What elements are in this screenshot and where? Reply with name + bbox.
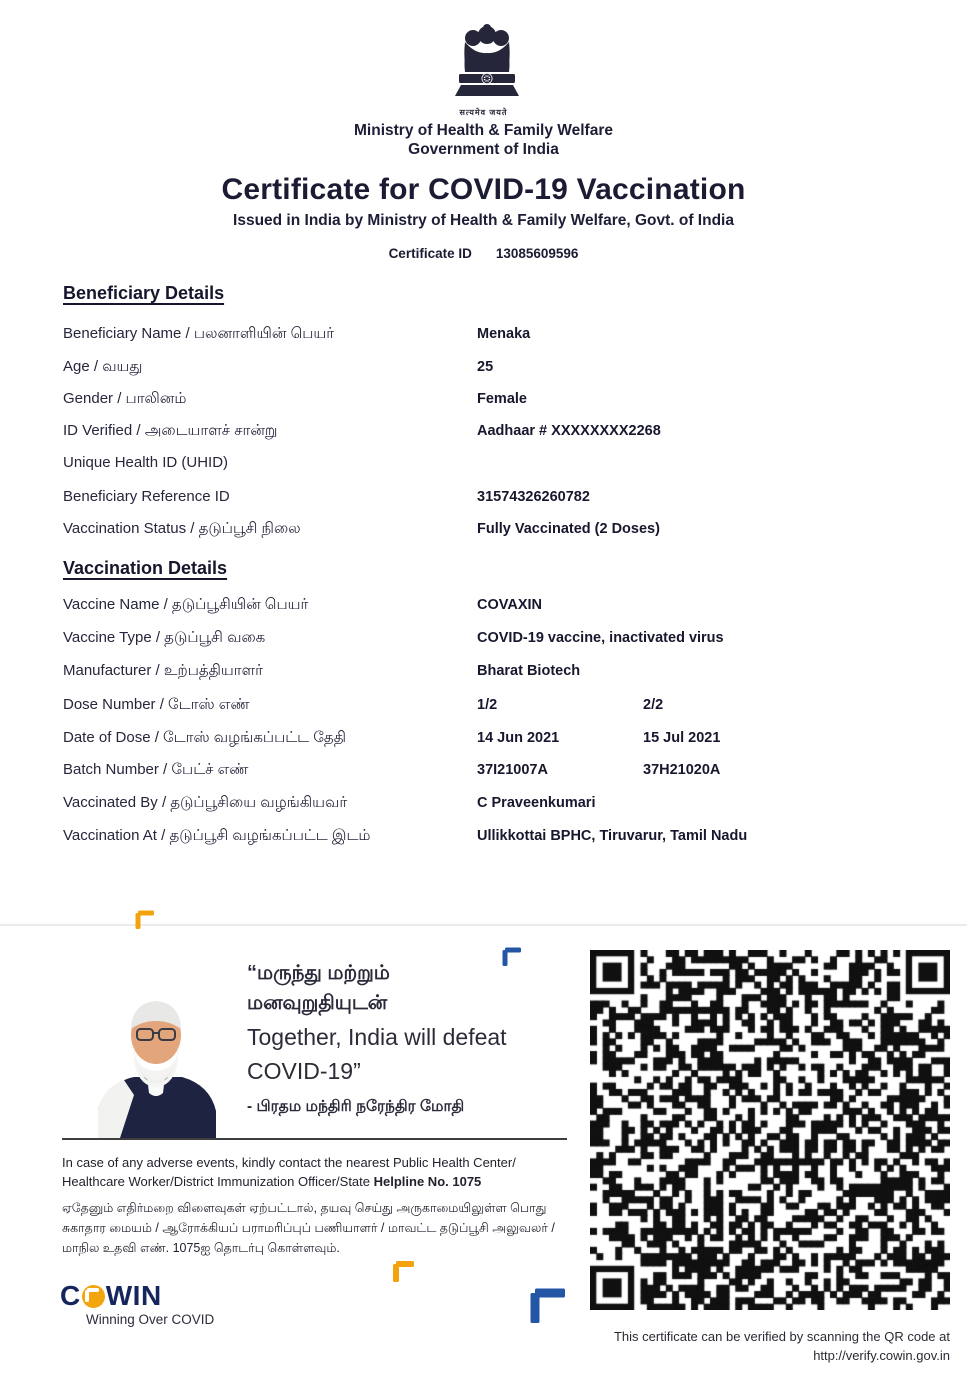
row-label: Vaccine Type / தடுப்பூசி வகை <box>63 629 266 646</box>
row-value: Fully Vaccinated (2 Doses) <box>477 521 660 537</box>
row-value: COVAXIN <box>477 597 542 613</box>
row-value-dose2: 37H21020A <box>643 762 721 778</box>
row-value: 1/2 <box>477 697 498 713</box>
beneficiary-details-heading: Beneficiary Details <box>63 283 225 303</box>
row-value: Female <box>477 391 527 407</box>
ministry-title: Ministry of Health & Family Welfare <box>354 122 613 139</box>
verify-text: This certificate can be verified by scanning the QR code at <box>613 1329 950 1344</box>
row-label: Vaccination Status / தடுப்பூசி நிலை <box>63 520 301 537</box>
advisory-tamil: ஏதேனும் எதிர்மறை விளைவுகள் ஏற்பட்டால், தயவு செய்து அருகாமையிலுள்ள பொது சுகாதார மையம் / ஆரோக்கியப் பராமரிப்புப் பணியாளர் / மாவட்ட தடுப்பூசி அலுவலர் / மாநில உதவி எண். 1075ஐ தொடர்பு கொள்ளவும். <box>62 1201 555 1255</box>
row-label: Vaccine Name / தடுப்பூசியின் பெயர் <box>63 596 309 613</box>
vaccination-details-heading: Vaccination Details <box>63 558 228 578</box>
verify-url: http://verify.cowin.gov.in <box>813 1347 950 1363</box>
row-label: Batch Number / பேட்ச் எண் <box>63 761 249 778</box>
certificate-id <box>0 246 967 261</box>
cowin-logo-c: C <box>60 1280 81 1311</box>
advisory-english <box>62 1154 574 1192</box>
row-value: Aadhaar # XXXXXXXX2268 <box>477 423 661 439</box>
row-label: Beneficiary Name / பலனாளியின் பெயர் <box>63 325 335 342</box>
quote-attribution: - பிரதம மந்திரி நரேந்திர மோதி <box>247 1098 465 1115</box>
row-value: 25 <box>477 359 494 375</box>
quote-tamil-line1: “மருந்து மற்றும் <box>247 962 390 984</box>
row-label: Gender / பாலினம் <box>63 390 187 407</box>
certificate-id-label: Certificate ID <box>388 246 472 261</box>
row-value: COVID-19 vaccine, inactivated virus <box>477 630 724 646</box>
row-label: Vaccination At / தடுப்பூசி வழங்கப்பட்ட இடம் <box>63 827 371 844</box>
row-value: Bharat Biotech <box>477 663 581 679</box>
cowin-logo-o-icon <box>82 1285 105 1308</box>
row-value-dose2: 15 Jul 2021 <box>643 730 721 746</box>
india-emblem-icon <box>451 20 523 106</box>
divider <box>0 924 967 926</box>
government-title: Government of India <box>408 141 559 158</box>
quote-english-line1: Together, India will defeat <box>247 1024 507 1050</box>
row-label: Unique Health ID (UHID) <box>63 454 229 471</box>
emblem-motto: सत्यमेव जयते <box>459 108 508 117</box>
cowin-logo <box>60 1280 162 1312</box>
row-value: 14 Jun 2021 <box>477 730 560 746</box>
row-label: ID Verified / அடையாளச் சான்று <box>63 422 278 439</box>
row-value: C Praveenkumari <box>477 795 596 811</box>
row-value: 31574326260782 <box>477 489 590 505</box>
row-label: Vaccinated By / தடுப்பூசியை வழங்கியவர் <box>63 794 348 811</box>
row-value: Menaka <box>477 326 531 342</box>
cowin-tagline: Winning Over COVID <box>86 1312 215 1327</box>
row-label: Age / வயது <box>63 358 143 375</box>
certificate-subtitle: Issued in India by Ministry of Health & Family Welfare, Govt. of India <box>233 212 734 229</box>
row-value: Ullikkottai BPHC, Tiruvarur, Tamil Nadu <box>477 828 748 844</box>
qr-code <box>590 950 950 1310</box>
certificate-title: Certificate for COVID-19 Vaccination <box>221 173 746 206</box>
pm-portrait <box>90 985 222 1138</box>
row-value: 37I21007A <box>477 762 548 778</box>
divider <box>62 1138 567 1140</box>
cowin-logo-win: WIN <box>105 1280 162 1311</box>
row-label: Dose Number / டோஸ் எண் <box>63 696 250 713</box>
row-label: Manufacturer / உற்பத்தியாளர் <box>63 662 263 679</box>
advisory-english-text: In case of any adverse events, kindly contact the nearest Public Health Center/ Healthcare Worker/District Immunization Officer/State <box>62 1155 516 1189</box>
helpline-number: Helpline No. 1075 <box>373 1173 482 1189</box>
row-value-dose2: 2/2 <box>643 697 664 713</box>
quote-tamil-line2: மனவுறுதியுடன் <box>247 992 388 1014</box>
row-label: Date of Dose / டோஸ் வழங்கப்பட்ட தேதி <box>63 729 346 746</box>
verify-note <box>520 1328 950 1366</box>
row-label: Beneficiary Reference ID <box>63 488 230 505</box>
certificate-id-value: 13085609596 <box>495 246 579 261</box>
quote-english-line2: COVID-19” <box>247 1058 361 1084</box>
